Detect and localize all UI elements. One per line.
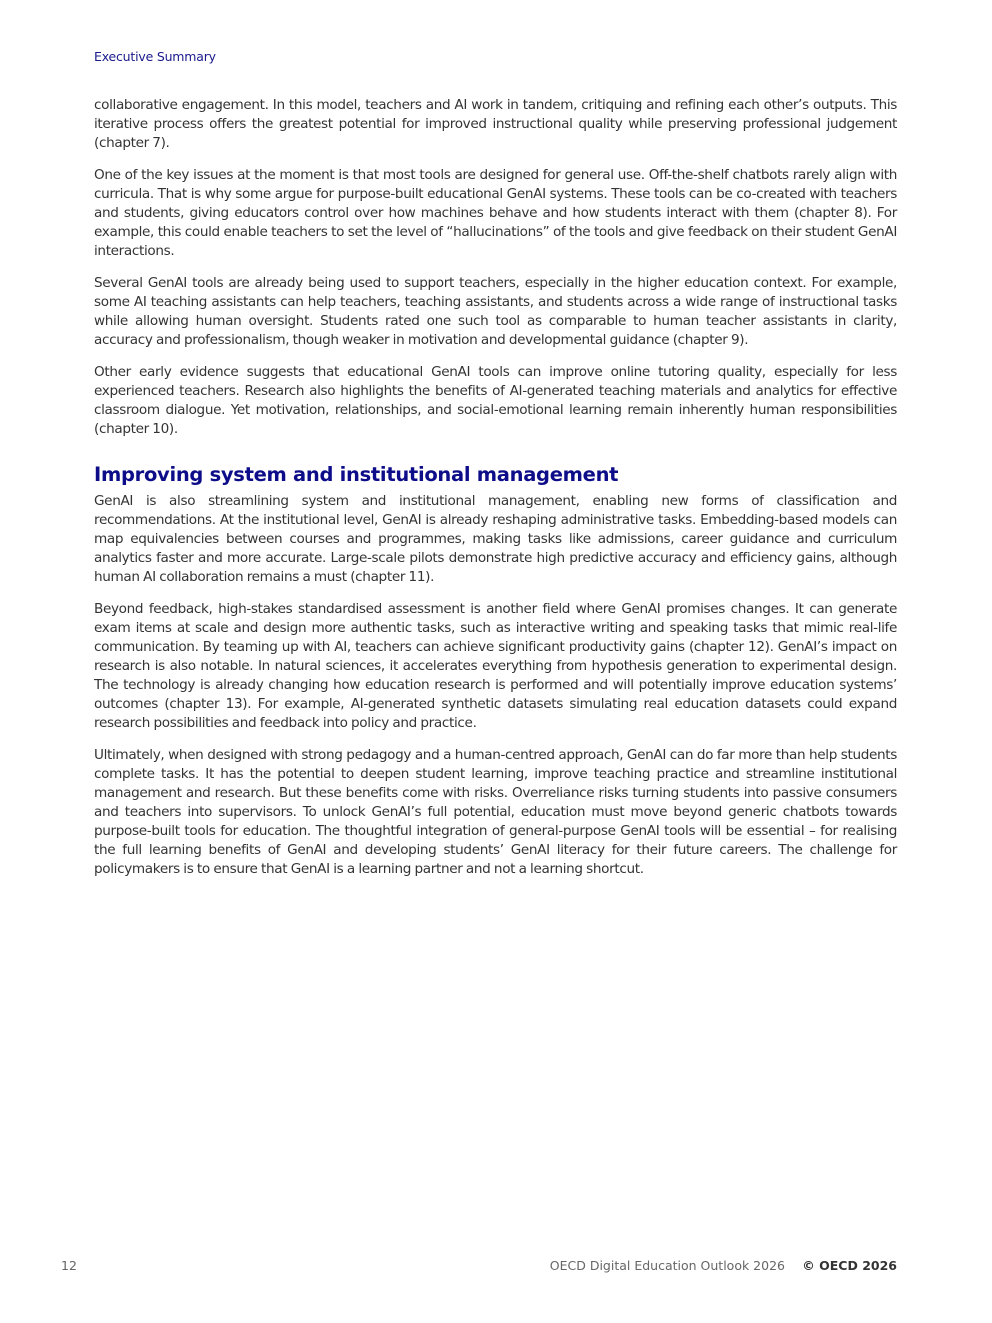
paragraph: GenAI is also streamlining system and institutional management, enabling new forms of classification and recommendations. At the institutional level, GenAI is already reshaping administrative tasks. Embedding-based models can map equivalencies between courses and programmes, making tasks like admissions, career guidance and curriculum analytics faster and more accurate. Large-scale pilots demonstrate high predictive accuracy and efficiency gains, although human AI collaboration remains a must (chapter 11). bbox=[94, 493, 897, 585]
paragraph: Ultimately, when designed with strong pedagogy and a human-centred approach, GenAI can do far more than help students complete tasks. It has the potential to deepen student learning, improve teaching practice and streamline institutional management and research. But these benefits come with risks. Overreliance risks turning students into passive consumers and teachers into supervisors. To unlock GenAI’s full potential, education must move beyond generic chatbots towards purpose-built tools for education. The thoughtful integration of general-purpose GenAI tools will be essential – for realising the full learning benefits of GenAI and developing students’ GenAI literacy for their future careers. The challenge for policymakers is to ensure that GenAI is a learning partner and not a learning shortcut. bbox=[94, 747, 897, 877]
paragraph: Several GenAI tools are already being used to support teachers, especially in the higher education context. For example, some AI teaching assistants can help teachers, teaching assistants, and students across a wide range of instructional tasks while allowing human oversight. Students rated one such tool as comparable to human teacher assistants in clarity, accuracy and professionalism, though weaker in motivation and developmental guidance (chapter 9). bbox=[94, 275, 897, 348]
paragraph: Beyond feedback, high-stakes standardised assessment is another field where GenAI promises changes. It can generate exam items at scale and design more authentic tasks, such as interactive writing and speaking tasks that mimic real-life communication. By teaming up with AI, teachers can achieve significant productivity gains (chapter 12). GenAI’s impact on research is also notable. In natural sciences, it accelerates everything from hypothesis generation to experimental design. The technology is already changing how education research is performed and will potentially improve education systems’ outcomes (chapter 13). For example, AI-generated synthetic datasets simulating real education datasets could expand research possibilities and feedback into policy and practice. bbox=[94, 601, 897, 731]
paragraph: One of the key issues at the moment is that most tools are designed for general use. Off-the-shelf chatbots rarely align with curricula. That is why some argue for purpose-built educational GenAI systems. These tools can be co-created with teachers and students, giving educators control over how machines behave and how students interact with them (chapter 8). For example, this could enable teachers to set the level of “hallucinations” of the tools and give feedback on their student GenAI interactions. bbox=[94, 167, 897, 259]
copyright-notice: © OECD 2026 bbox=[802, 1258, 897, 1273]
paragraph: Other early evidence suggests that educational GenAI tools can improve online tutoring quality, especially for less experienced teachers. Research also highlights the benefits of AI-generated teaching materials and analytics for effective classroom dialogue. Yet motivation, relationships, and social-emotional learning remain inherently human responsibilities (chapter 10). bbox=[94, 364, 897, 437]
page-content bbox=[94, 96, 897, 892]
paragraph: collaborative engagement. In this model, teachers and AI work in tandem, critiquing and refining each other’s outputs. This iterative process offers the greatest potential for improved instructional quality while preserving professional judgement (chapter 7). bbox=[94, 97, 897, 151]
section-title: Improving system and institutional management bbox=[94, 463, 619, 486]
publication-title: OECD Digital Education Outlook 2026 bbox=[549, 1258, 785, 1273]
page-number: 12 bbox=[61, 1258, 77, 1273]
running-head: Executive Summary bbox=[94, 49, 216, 64]
